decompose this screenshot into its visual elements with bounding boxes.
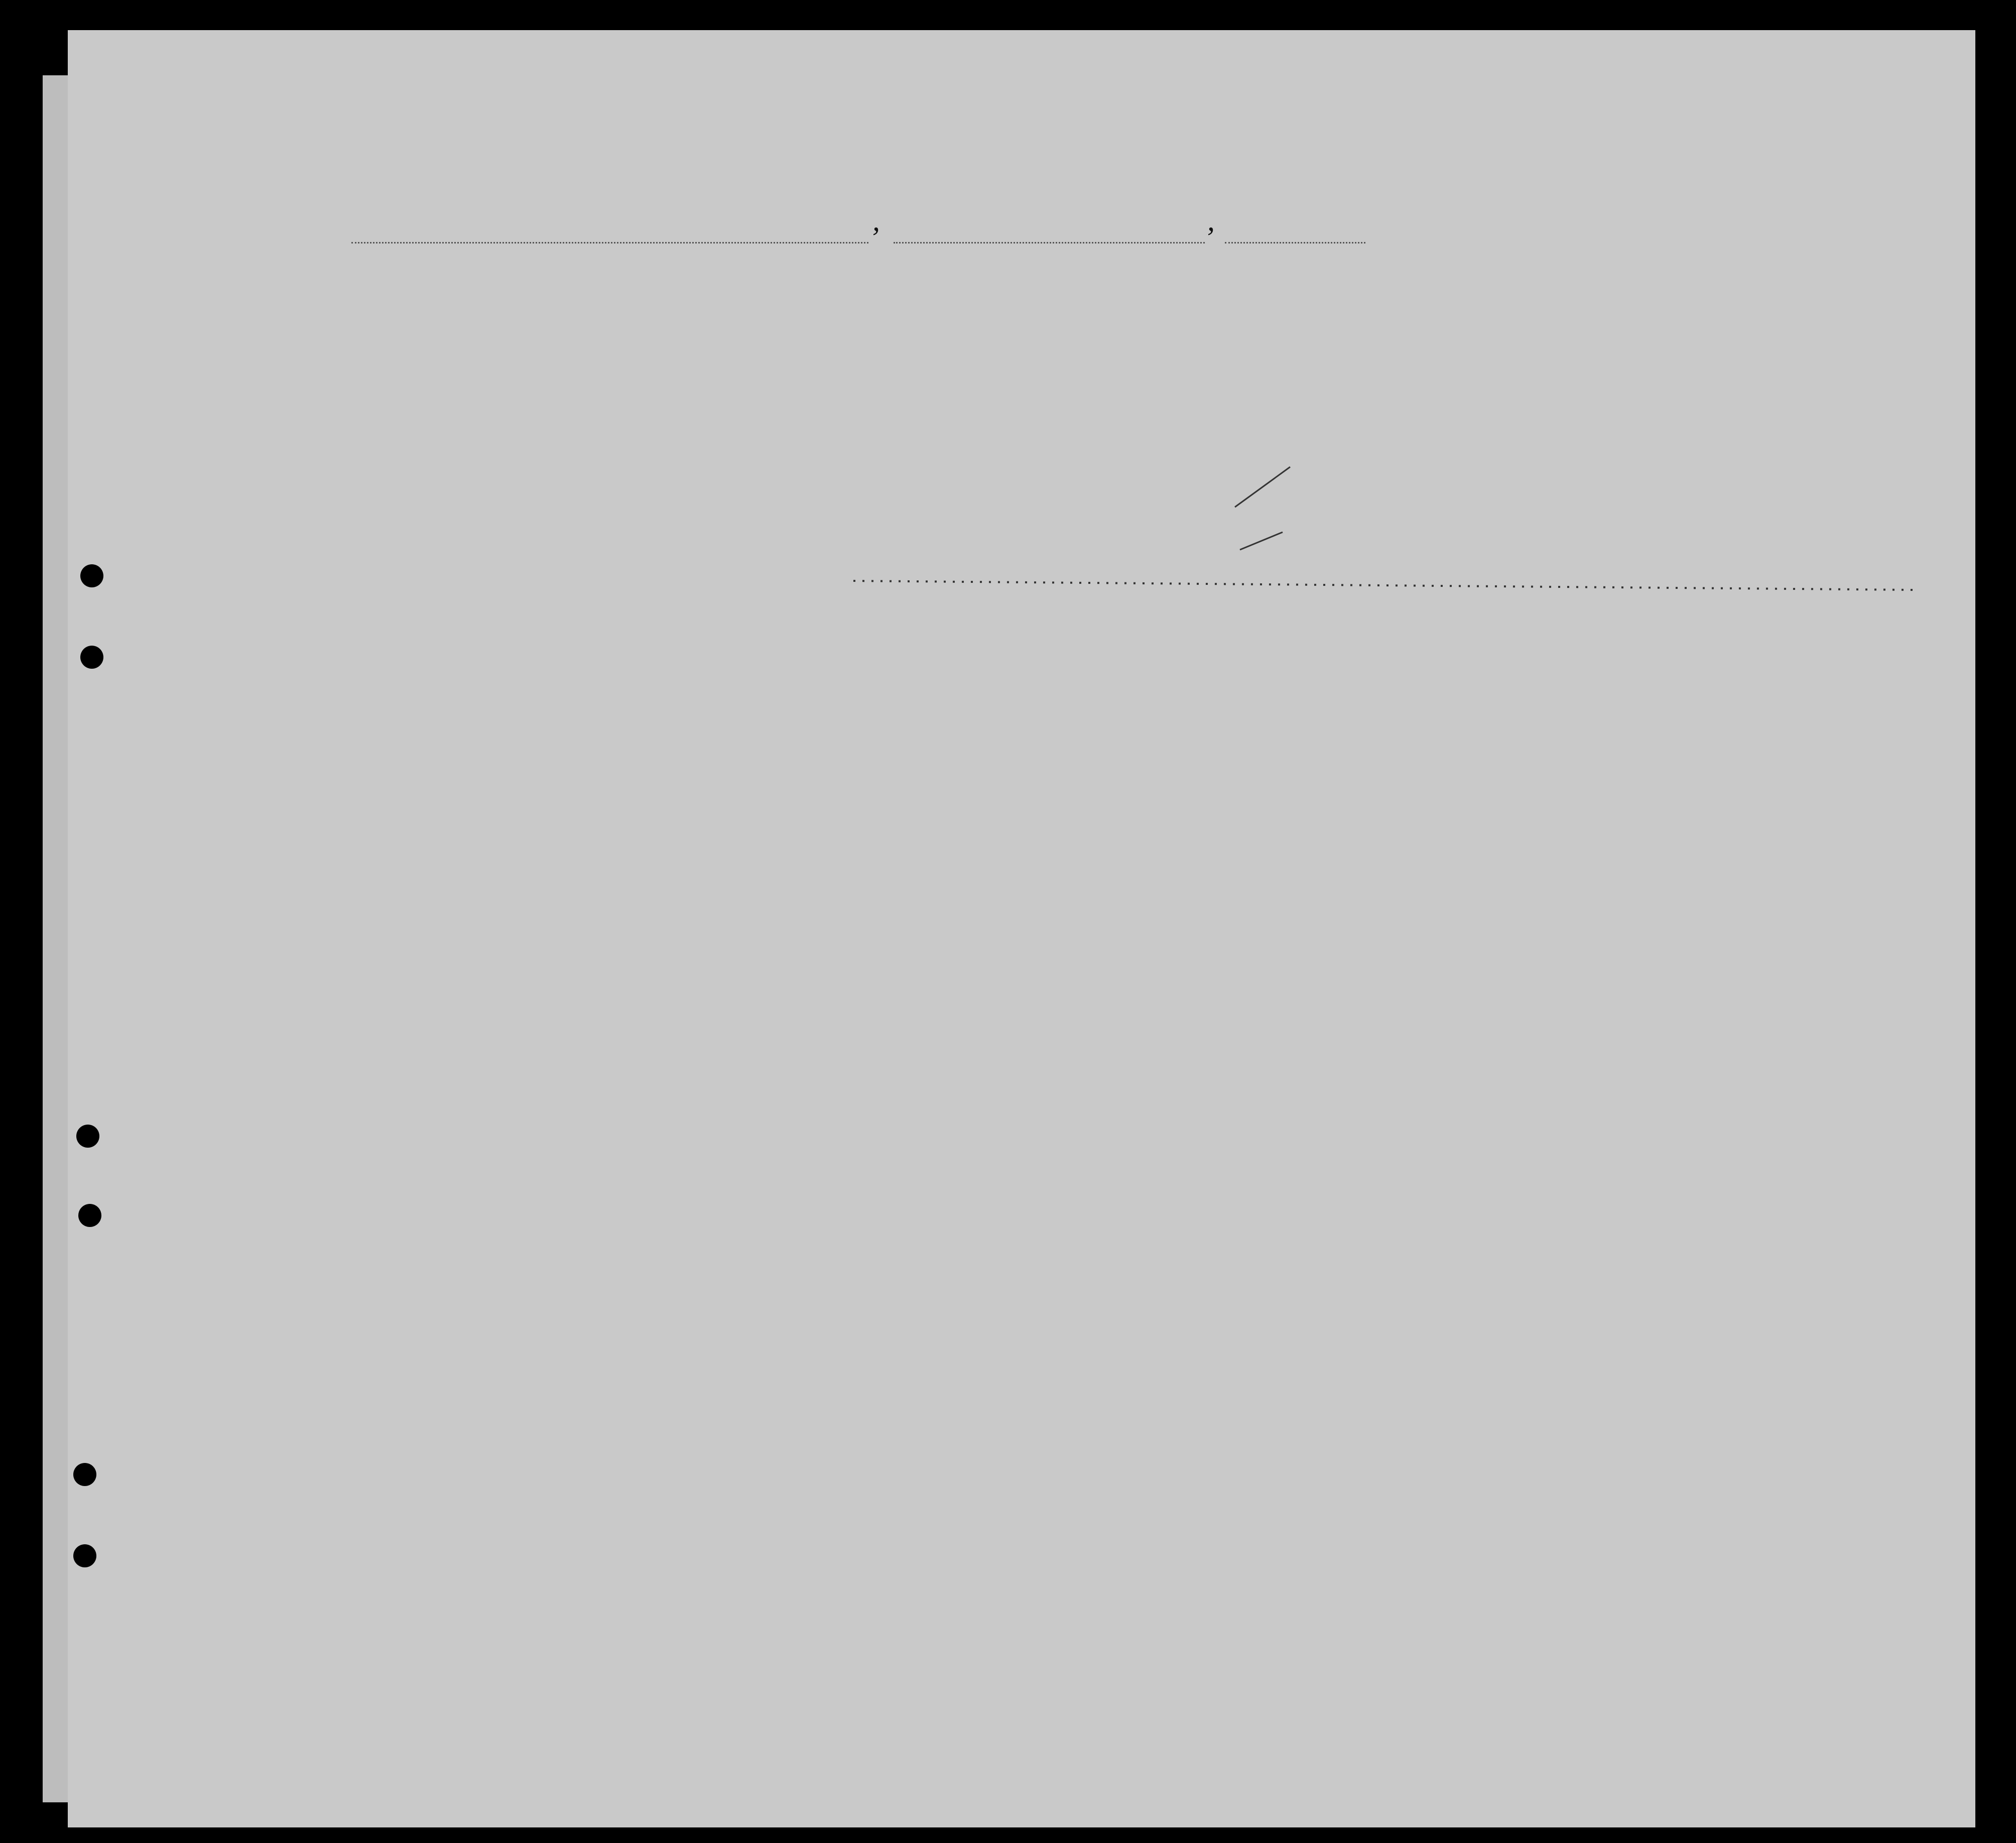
year-comma: , bbox=[1207, 204, 1215, 237]
date-comma: , bbox=[872, 204, 880, 237]
